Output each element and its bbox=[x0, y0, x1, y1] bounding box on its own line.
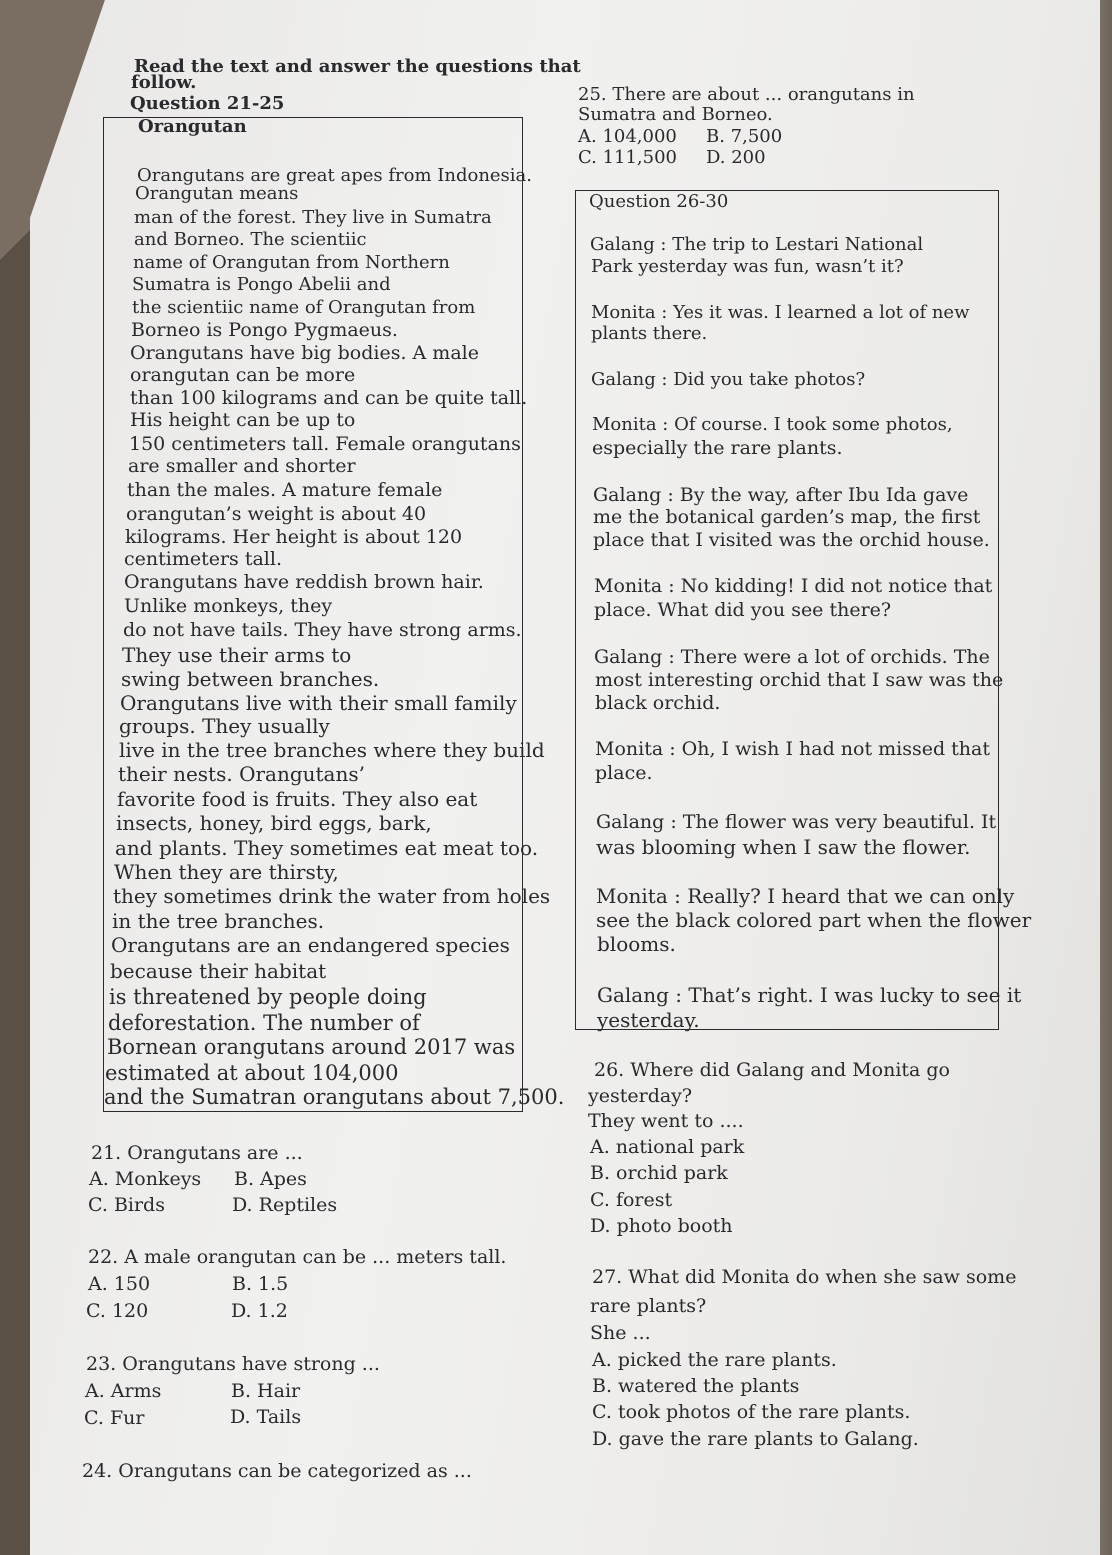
q23-option-d: D. Tails bbox=[230, 1406, 302, 1428]
q25-option-d: D. 200 bbox=[706, 147, 766, 168]
q21-stem: 21. Orangutans are ... bbox=[91, 1142, 303, 1164]
reading-line: Borneo is Pongo Pygmaeus. bbox=[131, 319, 398, 341]
reading-line: the scientiic name of Orangutan from bbox=[132, 297, 476, 318]
reading-line: they sometimes drink the water from holes bbox=[113, 884, 551, 908]
reading-line: When they are thirsty, bbox=[114, 860, 339, 884]
q26-option-d: D. photo booth bbox=[590, 1215, 733, 1237]
q26-stem-2: yesterday? bbox=[588, 1085, 693, 1107]
q21-option-d: D. Reptiles bbox=[232, 1194, 338, 1216]
dialog-line: was blooming when I saw the flower. bbox=[596, 835, 971, 859]
dialog-line: blooms. bbox=[597, 932, 676, 956]
dialog-line: black orchid. bbox=[595, 692, 721, 714]
reading-line: centimeters tall. bbox=[124, 548, 283, 570]
q22-option-a: A. 150 bbox=[88, 1273, 151, 1295]
dialog-line: Galang : That’s right. I was lucky to see it bbox=[597, 983, 1022, 1007]
q22-option-b: B. 1.5 bbox=[232, 1273, 289, 1295]
reading-line: and the Sumatran orangutans about 7,500. bbox=[104, 1085, 565, 1109]
reading-line: are smaller and shorter bbox=[128, 455, 356, 477]
dialog-line: Galang : By the way, after Ibu Ida gave bbox=[593, 484, 969, 506]
reading-line: and Borneo. The scientiic bbox=[134, 229, 367, 250]
reading-line: and plants. They sometimes eat meat too. bbox=[115, 836, 539, 860]
reading-line: live in the tree branches where they build bbox=[119, 738, 545, 762]
dialog-line: see the black colored part when the flower bbox=[596, 908, 1032, 932]
dialog-line: Park yesterday was fun, wasn’t it? bbox=[591, 256, 904, 277]
reading-line: name of Orangutan from Northern bbox=[133, 252, 450, 273]
question-range: Question 21-25 bbox=[130, 93, 285, 114]
q26-option-b: B. orchid park bbox=[590, 1162, 728, 1184]
reading-line: estimated at about 104,000 bbox=[105, 1061, 399, 1085]
q21-option-a: A. Monkeys bbox=[89, 1168, 202, 1190]
reading-line: groups. They usually bbox=[119, 714, 330, 738]
reading-line: their nests. Orangutans’ bbox=[118, 762, 365, 786]
dialog-line: especially the rare plants. bbox=[592, 437, 843, 459]
q23-stem: 23. Orangutans have strong ... bbox=[86, 1353, 380, 1375]
q23-option-c: C. Fur bbox=[84, 1407, 145, 1429]
reading-line: Orangutans live with their small family bbox=[120, 691, 517, 715]
reading-line: Orangutan means bbox=[135, 183, 299, 204]
instruction-line-2: follow. bbox=[131, 72, 197, 93]
reading-line: than 100 kilograms and can be quite tall. bbox=[130, 387, 528, 409]
reading-line: His height can be up to bbox=[130, 409, 356, 431]
reading-line: insects, honey, bird eggs, bark, bbox=[116, 811, 432, 835]
dialog-line: place that I visited was the orchid house. bbox=[593, 529, 990, 551]
reading-line: in the tree branches. bbox=[112, 909, 325, 933]
reading-line: Unlike monkeys, they bbox=[124, 595, 333, 617]
q22-option-d: D. 1.2 bbox=[231, 1300, 288, 1322]
q25-stem-2: Sumatra and Borneo. bbox=[578, 104, 773, 125]
dialog-line: Monita : Really? I heard that we can only bbox=[596, 884, 1015, 908]
q26-option-a: A. national park bbox=[590, 1136, 745, 1158]
reading-line: than the males. A mature female bbox=[127, 479, 443, 501]
q27-stem-3: She ... bbox=[590, 1322, 651, 1344]
q27-stem-2: rare plants? bbox=[590, 1295, 707, 1317]
q27-option-c: C. took photos of the rare plants. bbox=[592, 1401, 911, 1423]
reading-line: man of the forest. They live in Sumatra bbox=[134, 207, 492, 228]
reading-line: deforestation. The number of bbox=[108, 1011, 420, 1035]
q26-option-c: C. forest bbox=[590, 1189, 673, 1211]
dialog-line: Galang : There were a lot of orchids. The bbox=[594, 646, 990, 668]
q26-stem-1: 26. Where did Galang and Monita go bbox=[594, 1059, 950, 1081]
q21-option-c: C. Birds bbox=[88, 1194, 165, 1216]
q23-option-b: B. Hair bbox=[231, 1380, 301, 1402]
reading-line: is threatened by people doing bbox=[109, 985, 427, 1009]
dialog-line: Monita : Yes it was. I learned a lot of new bbox=[591, 302, 970, 323]
q26-stem-3: They went to .... bbox=[588, 1110, 744, 1132]
reading-line: 150 centimeters tall. Female orangutans bbox=[129, 433, 521, 455]
q25-stem-1: 25. There are about ... orangutans in bbox=[578, 84, 915, 105]
q27-option-d: D. gave the rare plants to Galang. bbox=[592, 1428, 919, 1450]
q21-option-b: B. Apes bbox=[234, 1168, 307, 1190]
q22-option-c: C. 120 bbox=[86, 1300, 149, 1322]
reading-line: because their habitat bbox=[110, 959, 327, 983]
q27-option-b: B. watered the plants bbox=[592, 1375, 800, 1397]
q22-stem: 22. A male orangutan can be ... meters tall. bbox=[88, 1246, 507, 1268]
reading-line: Orangutans have big bodies. A male bbox=[130, 342, 479, 364]
dialog-line: yesterday. bbox=[597, 1008, 700, 1032]
dialog-title: Question 26-30 bbox=[589, 191, 729, 212]
reading-line: do not have tails. They have strong arms. bbox=[123, 619, 522, 641]
dialog-line: Galang : The trip to Lestari National bbox=[590, 234, 924, 255]
dialog-line: most interesting orchid that I saw was the bbox=[595, 669, 1004, 691]
q24-stem: 24. Orangutans can be categorized as ... bbox=[82, 1460, 472, 1482]
reading-title: Orangutan bbox=[138, 116, 247, 137]
dialog-line: me the botanical garden’s map, the first bbox=[593, 506, 981, 528]
reading-line: favorite food is fruits. They also eat bbox=[117, 787, 478, 811]
q23-option-a: A. Arms bbox=[85, 1380, 162, 1402]
reading-line: Orangutans have reddish brown hair. bbox=[124, 571, 484, 593]
q27-stem-1: 27. What did Monita do when she saw some bbox=[592, 1266, 1017, 1288]
q25-option-a: A. 104,000 bbox=[578, 126, 677, 147]
reading-line: Bornean orangutans around 2017 was bbox=[107, 1035, 516, 1059]
dialog-line: Galang : The flower was very beautiful. It bbox=[596, 811, 997, 833]
dialog-line: Monita : No kidding! I did not notice that bbox=[594, 575, 993, 597]
reading-line: They use their arms to bbox=[122, 643, 352, 667]
reading-line: Orangutans are great apes from Indonesia. bbox=[137, 165, 533, 186]
dialog-line: place. bbox=[595, 762, 653, 784]
dialog-line: Monita : Oh, I wish I had not missed that bbox=[595, 738, 990, 760]
q25-option-b: B. 7,500 bbox=[706, 126, 783, 147]
q25-option-c: C. 111,500 bbox=[578, 147, 678, 168]
dialog-line: place. What did you see there? bbox=[594, 599, 892, 621]
dialog-line: Monita : Of course. I took some photos, bbox=[592, 414, 953, 435]
reading-line: kilograms. Her height is about 120 bbox=[125, 526, 463, 548]
reading-line: Sumatra is Pongo Abelii and bbox=[132, 274, 391, 295]
reading-line: swing between branches. bbox=[121, 667, 380, 691]
reading-line: orangutan’s weight is about 40 bbox=[126, 503, 427, 525]
reading-line: orangutan can be more bbox=[130, 364, 356, 386]
q27-option-a: A. picked the rare plants. bbox=[592, 1349, 837, 1371]
reading-line: Orangutans are an endangered species bbox=[111, 933, 510, 957]
dialog-line: plants there. bbox=[591, 323, 708, 344]
instruction-line-1: Read the text and answer the questions that bbox=[134, 56, 581, 77]
dialog-line: Galang : Did you take photos? bbox=[591, 369, 866, 390]
